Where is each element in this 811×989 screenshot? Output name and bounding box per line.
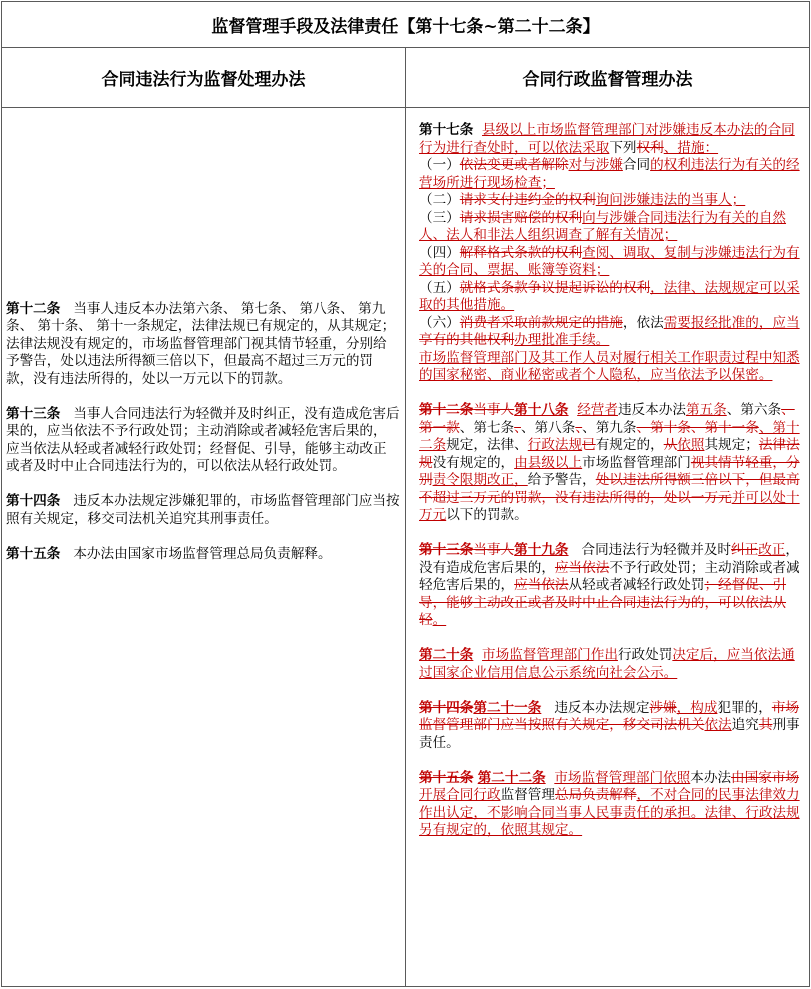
old-regulation-column — [2, 108, 406, 986]
kept-text: 、第六条 — [726, 402, 782, 418]
inserted-text: 。 — [432, 612, 447, 628]
inserted-text: 市场监督管理部门依照 — [554, 769, 691, 786]
old-article-14 — [6, 493, 400, 528]
new-article-22 — [419, 770, 805, 840]
deleted-text: 从 — [663, 437, 678, 453]
inserted-text: 向与涉嫌合同违法行为有关的自然人、法人和非法人组织调查了解有关情况； — [419, 209, 787, 243]
inserted-text: 决定后，应当依法通过国家企业信用信息公示系统向社会公示。 — [419, 647, 795, 681]
item-number: （四） — [419, 244, 460, 261]
item-number: （三） — [419, 209, 460, 226]
deleted-text: 、 — [514, 419, 521, 436]
inserted-text: 并可以处十万元 — [419, 489, 800, 523]
inserted-article-number: 第二十二条 — [477, 769, 546, 786]
deleted-text: 权利 — [636, 139, 664, 156]
kept-text: 规定，法律、 — [446, 437, 528, 453]
kept-text: 没有规定的， — [432, 454, 515, 471]
inserted-text: 对与涉嫌 — [568, 157, 623, 173]
deleted-text: 法律法规 — [419, 437, 800, 471]
deleted-text: ；经督促、引导，能够主动改正或者及时中止合同违法行为的，可以依法从轻 — [419, 577, 787, 628]
inserted-text: 需要报经批准的，应当 — [663, 314, 800, 331]
new-article-20 — [419, 647, 805, 682]
new-article-19 — [419, 542, 805, 630]
kept-text: 给予警告， — [527, 472, 596, 488]
kept-text: 、第八条 — [520, 419, 576, 436]
new-article-17-item-2 — [419, 192, 805, 210]
deleted-text: 当事人 — [473, 402, 515, 418]
inserted-article-number: 第二十一条 — [473, 699, 542, 716]
inserted-text: 市场监督管理部门作出 — [482, 647, 618, 663]
new-article-17-confidentiality — [419, 350, 805, 385]
deleted-text: 、第十条、第十一条 — [636, 419, 759, 436]
inserted-text: 依法 — [704, 717, 732, 733]
inserted-text: 县级以上市场监督管理部门对涉嫌违反本办法的合同行为进行查处时，可以依法采取 — [419, 122, 795, 156]
kept-text: 有规定的， — [595, 437, 664, 453]
new-article-17 — [419, 122, 805, 157]
new-article-17-item-3 — [419, 210, 805, 245]
inserted-text: ，构成 — [676, 699, 718, 716]
deleted-text: 其 — [758, 717, 773, 733]
deleted-text: 、第一款 — [419, 402, 795, 436]
inserted-text: ， — [650, 279, 664, 296]
inserted-text: 第五条 — [685, 402, 727, 418]
deleted-text: 总局负责解释 — [554, 787, 637, 803]
item-number: （二） — [419, 192, 460, 208]
deleted-text: 享有的其他权利 — [419, 332, 515, 348]
new-article-17-item-4 — [419, 245, 805, 280]
article-number: 第十五条 — [6, 545, 61, 562]
new-regulation-column — [406, 108, 809, 986]
deleted-text: 、 — [575, 419, 583, 436]
kept-text: 行政处罚 — [617, 647, 673, 663]
inserted-text: 办理批准手续。 — [514, 332, 610, 348]
inserted-text: 经营者 — [577, 402, 618, 418]
inserted-text: 的权利违法行为有关的经营场所进行现场检查； — [419, 157, 800, 191]
old-article-13 — [6, 406, 400, 476]
deleted-article-number: 第十二条 — [419, 402, 474, 418]
kept-text: ，没有造成危害后果的， — [419, 542, 799, 576]
kept-text: ，依法 — [622, 314, 664, 331]
kept-text: 、第九条 — [582, 419, 637, 436]
deleted-article-number: 第十五条 — [419, 769, 474, 786]
kept-text: 、第七条 — [459, 419, 515, 436]
article-number: 第十七条 — [419, 122, 474, 138]
kept-text: 市场监督管理部门 — [582, 454, 691, 471]
inserted-text: 市场监督管理部门及其工作人员对履行相关工作职责过程中知悉的国家秘密、商业秘密或者个人隐私，应当依法予以保密。 — [419, 349, 800, 383]
item-number: （六） — [419, 314, 460, 331]
deleted-article-number: 第十三条 — [419, 542, 474, 558]
deleted-text: 应当依法 — [554, 559, 610, 576]
body-row — [2, 108, 809, 986]
inserted-article-number: 第二十条 — [419, 647, 474, 663]
deleted-text: 请求支付违约金的权利 — [459, 192, 596, 208]
article-text: 当事人违反本办法第六条、 第七条、 第八条、 第九条、 第十条、 第十一条规定，法律法规已有规定的，从其规定；法律法规没有规定的，市场监督管理部门视其情节轻重，分别给予警告，处以违法所得额三倍以下，但最高不超过三万元的罚款，没有违法所得的，处以一万元以下的罚款。 — [6, 300, 396, 387]
header-old-regulation: 合同违法行为监督处理办法 — [2, 48, 406, 107]
new-article-17-item-5 — [419, 280, 805, 315]
deleted-text: 当事人 — [473, 542, 515, 558]
kept-text: 不予行政处罚；主动消除或者减轻危害后果的， — [419, 559, 800, 593]
header-row — [2, 48, 809, 108]
deleted-text: 纠正 — [731, 542, 759, 558]
deleted-text: 处以违法所得额三倍以下，但最高不超过三万元的罚款，没有违法所得的，处以一万元 — [419, 472, 800, 506]
inserted-text: ，不对合同的民事法律效力作出认定，不影响合同当事人民事责任的承担。法律、行政法规另有规定的，依照其规定。 — [419, 787, 800, 838]
comparison-table — [1, 1, 810, 987]
kept-text: 其规定； — [704, 437, 759, 453]
inserted-text: 法律、法规规定可以采取的其他措施。 — [419, 279, 800, 313]
article-text: 当事人合同违法行为轻微并及时纠正，没有造成危害后果的，应当依法不予行政处罚；主动消除或者减轻危害后果的，应当依法从轻或者减轻行政处罚；经督促、引导，能够主动改正或者及时中止合同违法行为的，可以依法从轻行政处罚。 — [6, 405, 400, 475]
article-number: 第十二条 — [6, 300, 61, 317]
kept-text: 犯罪的， — [717, 699, 772, 716]
deleted-text: 由国家市场 — [731, 769, 800, 786]
article-number: 第十三条 — [6, 405, 61, 422]
deleted-article-number: 第十四条 — [419, 699, 474, 716]
new-article-21 — [419, 700, 805, 753]
kept-text: 本办法 — [690, 769, 732, 786]
inserted-text: 由县级以上 — [514, 454, 583, 471]
kept-text: 刑事责任。 — [419, 717, 800, 751]
article-text: 违反本办法规定涉嫌犯罪的，市场监督管理部门应当按照有关规定，移交司法机关追究其刑事责任。 — [6, 493, 400, 527]
item-number: （一） — [419, 157, 460, 173]
inserted-text: 、措施： — [663, 139, 719, 156]
article-number: 第十四条 — [6, 493, 61, 510]
inserted-text: 改正 — [758, 542, 786, 558]
inserted-text: 询问涉嫌违法的当事人； — [595, 192, 746, 208]
item-number: （五） — [419, 279, 460, 296]
kept-text: 追究 — [731, 717, 759, 733]
kept-text: 监督管理 — [500, 787, 555, 803]
kept-text: 合同违法行为轻微并及时 — [581, 542, 732, 558]
inserted-text: 依照 — [677, 437, 705, 453]
header-new-regulation: 合同行政监督管理办法 — [522, 70, 693, 90]
new-article-17-item-6 — [419, 315, 805, 350]
inserted-text: 查阅、调取、复制与涉嫌违法行为有关的合同、票据、账簿等资料； — [419, 244, 800, 278]
inserted-text: 行政法规 — [527, 437, 583, 453]
inserted-text: 开展合同行政 — [419, 787, 501, 803]
deleted-text: 已 — [582, 437, 596, 453]
deleted-text: 就格式条款争议提起诉讼的权利 — [459, 279, 651, 296]
inserted-article-number: 第十九条 — [514, 542, 569, 558]
deleted-text: 视其情节轻重，分别 — [419, 454, 800, 488]
kept-text: 下列 — [609, 139, 637, 156]
inserted-text: 、第十二条 — [419, 419, 800, 453]
kept-text: 合同 — [622, 157, 651, 173]
deleted-text: 涉嫌 — [649, 699, 677, 716]
kept-text: 违反本办法规定 — [554, 699, 650, 716]
new-article-18 — [419, 402, 805, 525]
deleted-text: 解释格式条款的权利 — [459, 244, 583, 261]
kept-text: 违反本办法 — [617, 402, 686, 418]
old-article-12 — [6, 301, 400, 389]
kept-text: 从轻或者减轻行政处罚 — [568, 577, 705, 593]
inserted-article-number: 第十八条 — [514, 402, 569, 418]
deleted-text: 请求损害赔偿的权利 — [459, 209, 583, 226]
new-article-17-item-1 — [419, 157, 805, 192]
table-title: 监督管理手段及法律责任【第十七条~第二十二条】 — [2, 2, 809, 48]
article-text: 本办法由国家市场监督管理总局负责解释。 — [73, 545, 332, 562]
inserted-text: 责令限期改正， — [432, 472, 528, 488]
kept-text: 以下的罚款。 — [446, 507, 528, 523]
deleted-text: 市场监督管理部门应当按照有关规定，移交司法机关 — [419, 699, 799, 733]
deleted-text: 依法变更或者解除 — [459, 157, 569, 173]
deleted-text: 消费者采取前款规定的措施 — [459, 314, 623, 331]
deleted-text: 应当依法 — [514, 577, 569, 593]
old-article-15 — [6, 546, 400, 564]
